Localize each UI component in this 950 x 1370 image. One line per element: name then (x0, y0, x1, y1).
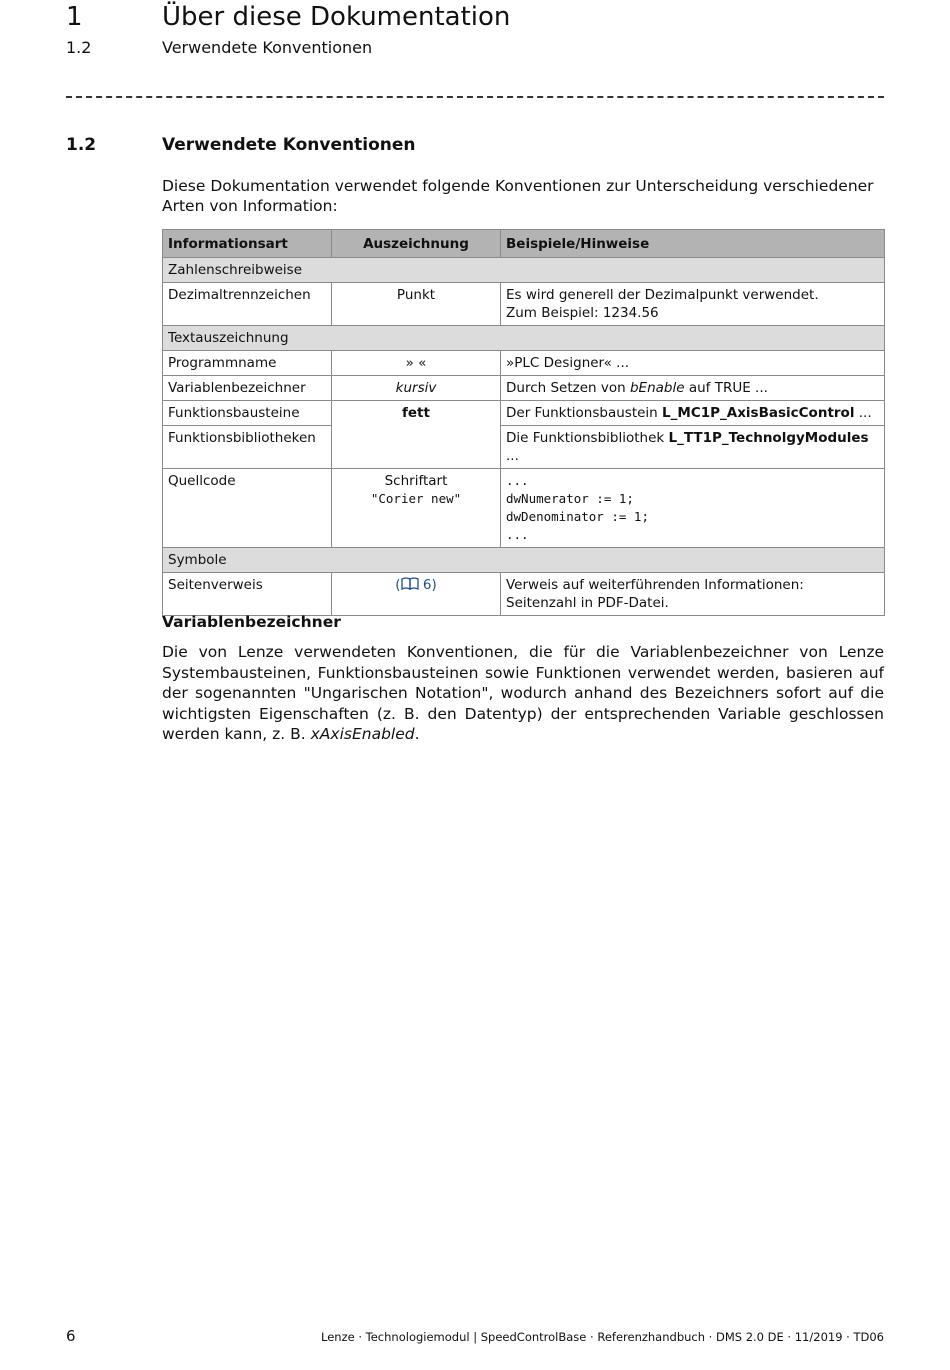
row-type: Funktionsbibliotheken (163, 426, 332, 469)
chapter-number: 1 (66, 2, 83, 32)
header-section-number: 1.2 (66, 38, 92, 57)
code-line: ... (506, 527, 529, 542)
column-header-type: Informationsart (163, 230, 332, 258)
row-type: Quellcode (163, 469, 332, 548)
page-number: 6 (66, 1327, 76, 1345)
body-paragraph (162, 642, 884, 745)
paragraph-text: Die von Lenze verwendeten Konventionen, die für die Variablenbezeichner von Lenze Systembausteinen, Funktionsbausteinen sowie Funktionen verwendet werden, basieren auf der sogenannten "Ungarischen Notation", wodurch anhand des Bezeichners sofort auf die wichtigsten Eigenschaften (z. B. den Datentyp) der entsprechenden Variable geschlossen werden kann, z. B. (162, 643, 884, 743)
page-reference-link[interactable] (332, 573, 501, 616)
group-label-text: Textauszeichnung (163, 326, 885, 351)
row-type: Funktionsbausteine (163, 401, 332, 426)
example-text: ... (854, 405, 872, 421)
example-text: ... (506, 448, 519, 464)
row-example (501, 401, 885, 426)
row-mark: kursiv (332, 376, 501, 401)
example-bold: L_MC1P_AxisBasicControl (662, 405, 855, 421)
row-type: Dezimaltrennzeichen (163, 283, 332, 326)
table-row (163, 401, 885, 426)
table-row (163, 469, 885, 548)
column-header-examples: Beispiele/Hinweise (501, 230, 885, 258)
mark-line: Schriftart (384, 473, 448, 489)
row-type: Variablenbezeichner (163, 376, 332, 401)
paragraph-example: xAxisEnabled (310, 725, 415, 743)
table-row (163, 283, 885, 326)
example-bold: L_TT1P_TechnolgyModules (668, 430, 869, 446)
group-label-numbers: Zahlenschreibweise (163, 258, 885, 283)
column-header-mark: Auszeichnung (332, 230, 501, 258)
row-mark: » « (332, 351, 501, 376)
row-example (501, 573, 885, 616)
group-label-symbols: Symbole (163, 548, 885, 573)
paren-open: ( (395, 577, 401, 593)
example-text: auf TRUE ... (684, 380, 768, 396)
page-reference-number: 6 (422, 577, 432, 593)
example-line: Verweis auf weiterführenden Informationen: (506, 577, 804, 593)
paragraph-end: . (414, 725, 420, 743)
row-mark: fett (332, 401, 501, 469)
section-number: 1.2 (66, 135, 97, 155)
row-type: Programmname (163, 351, 332, 376)
chapter-title: Über diese Dokumentation (162, 2, 511, 32)
table-group-row (163, 258, 885, 283)
book-icon (401, 576, 419, 594)
table-header-row (163, 230, 885, 258)
row-mark: Punkt (332, 283, 501, 326)
example-text: Durch Setzen von (506, 380, 630, 396)
row-example (501, 283, 885, 326)
table-row (163, 351, 885, 376)
header-divider (66, 96, 884, 98)
section-intro: Diese Dokumentation verwendet folgende Konventionen zur Unterscheidung verschiedener Arten von Information: (162, 177, 874, 215)
header-section-title: Verwendete Konventionen (162, 38, 373, 57)
example-line: Zum Beispiel: 1234.56 (506, 305, 659, 321)
row-example (501, 426, 885, 469)
example-italic: bEnable (629, 380, 685, 396)
row-example (501, 376, 885, 401)
example-line: Es wird generell der Dezimalpunkt verwendet. (506, 287, 819, 303)
example-line: Seitenzahl in PDF-Datei. (506, 595, 669, 611)
table-group-row (163, 548, 885, 573)
row-mark (332, 469, 501, 548)
table-group-row (163, 326, 885, 351)
table-row (163, 426, 885, 469)
example-text: Die Funktionsbibliothek (506, 430, 669, 446)
section-title: Verwendete Konventionen (162, 135, 416, 155)
mark-line-mono: "Corier new" (370, 491, 462, 506)
code-example (501, 469, 885, 548)
example-text: Der Funktionsbaustein (506, 405, 663, 421)
subsection-heading: Variablenbezeichner (162, 613, 341, 631)
row-type: Seitenverweis (163, 573, 332, 616)
code-line: dwDenominator := 1; (506, 509, 649, 524)
row-example: »PLC Designer« ... (501, 351, 885, 376)
conventions-table (162, 229, 885, 616)
table-row (163, 376, 885, 401)
table-row (163, 573, 885, 616)
footer-text: Lenze · Technologiemodul | SpeedControlBase · Referenzhandbuch · DMS 2.0 DE · 11/2019 · TD06 (321, 1330, 884, 1344)
paren-close: ) (431, 577, 437, 593)
code-line: dwNumerator := 1; (506, 491, 634, 506)
code-line: ... (506, 473, 529, 488)
